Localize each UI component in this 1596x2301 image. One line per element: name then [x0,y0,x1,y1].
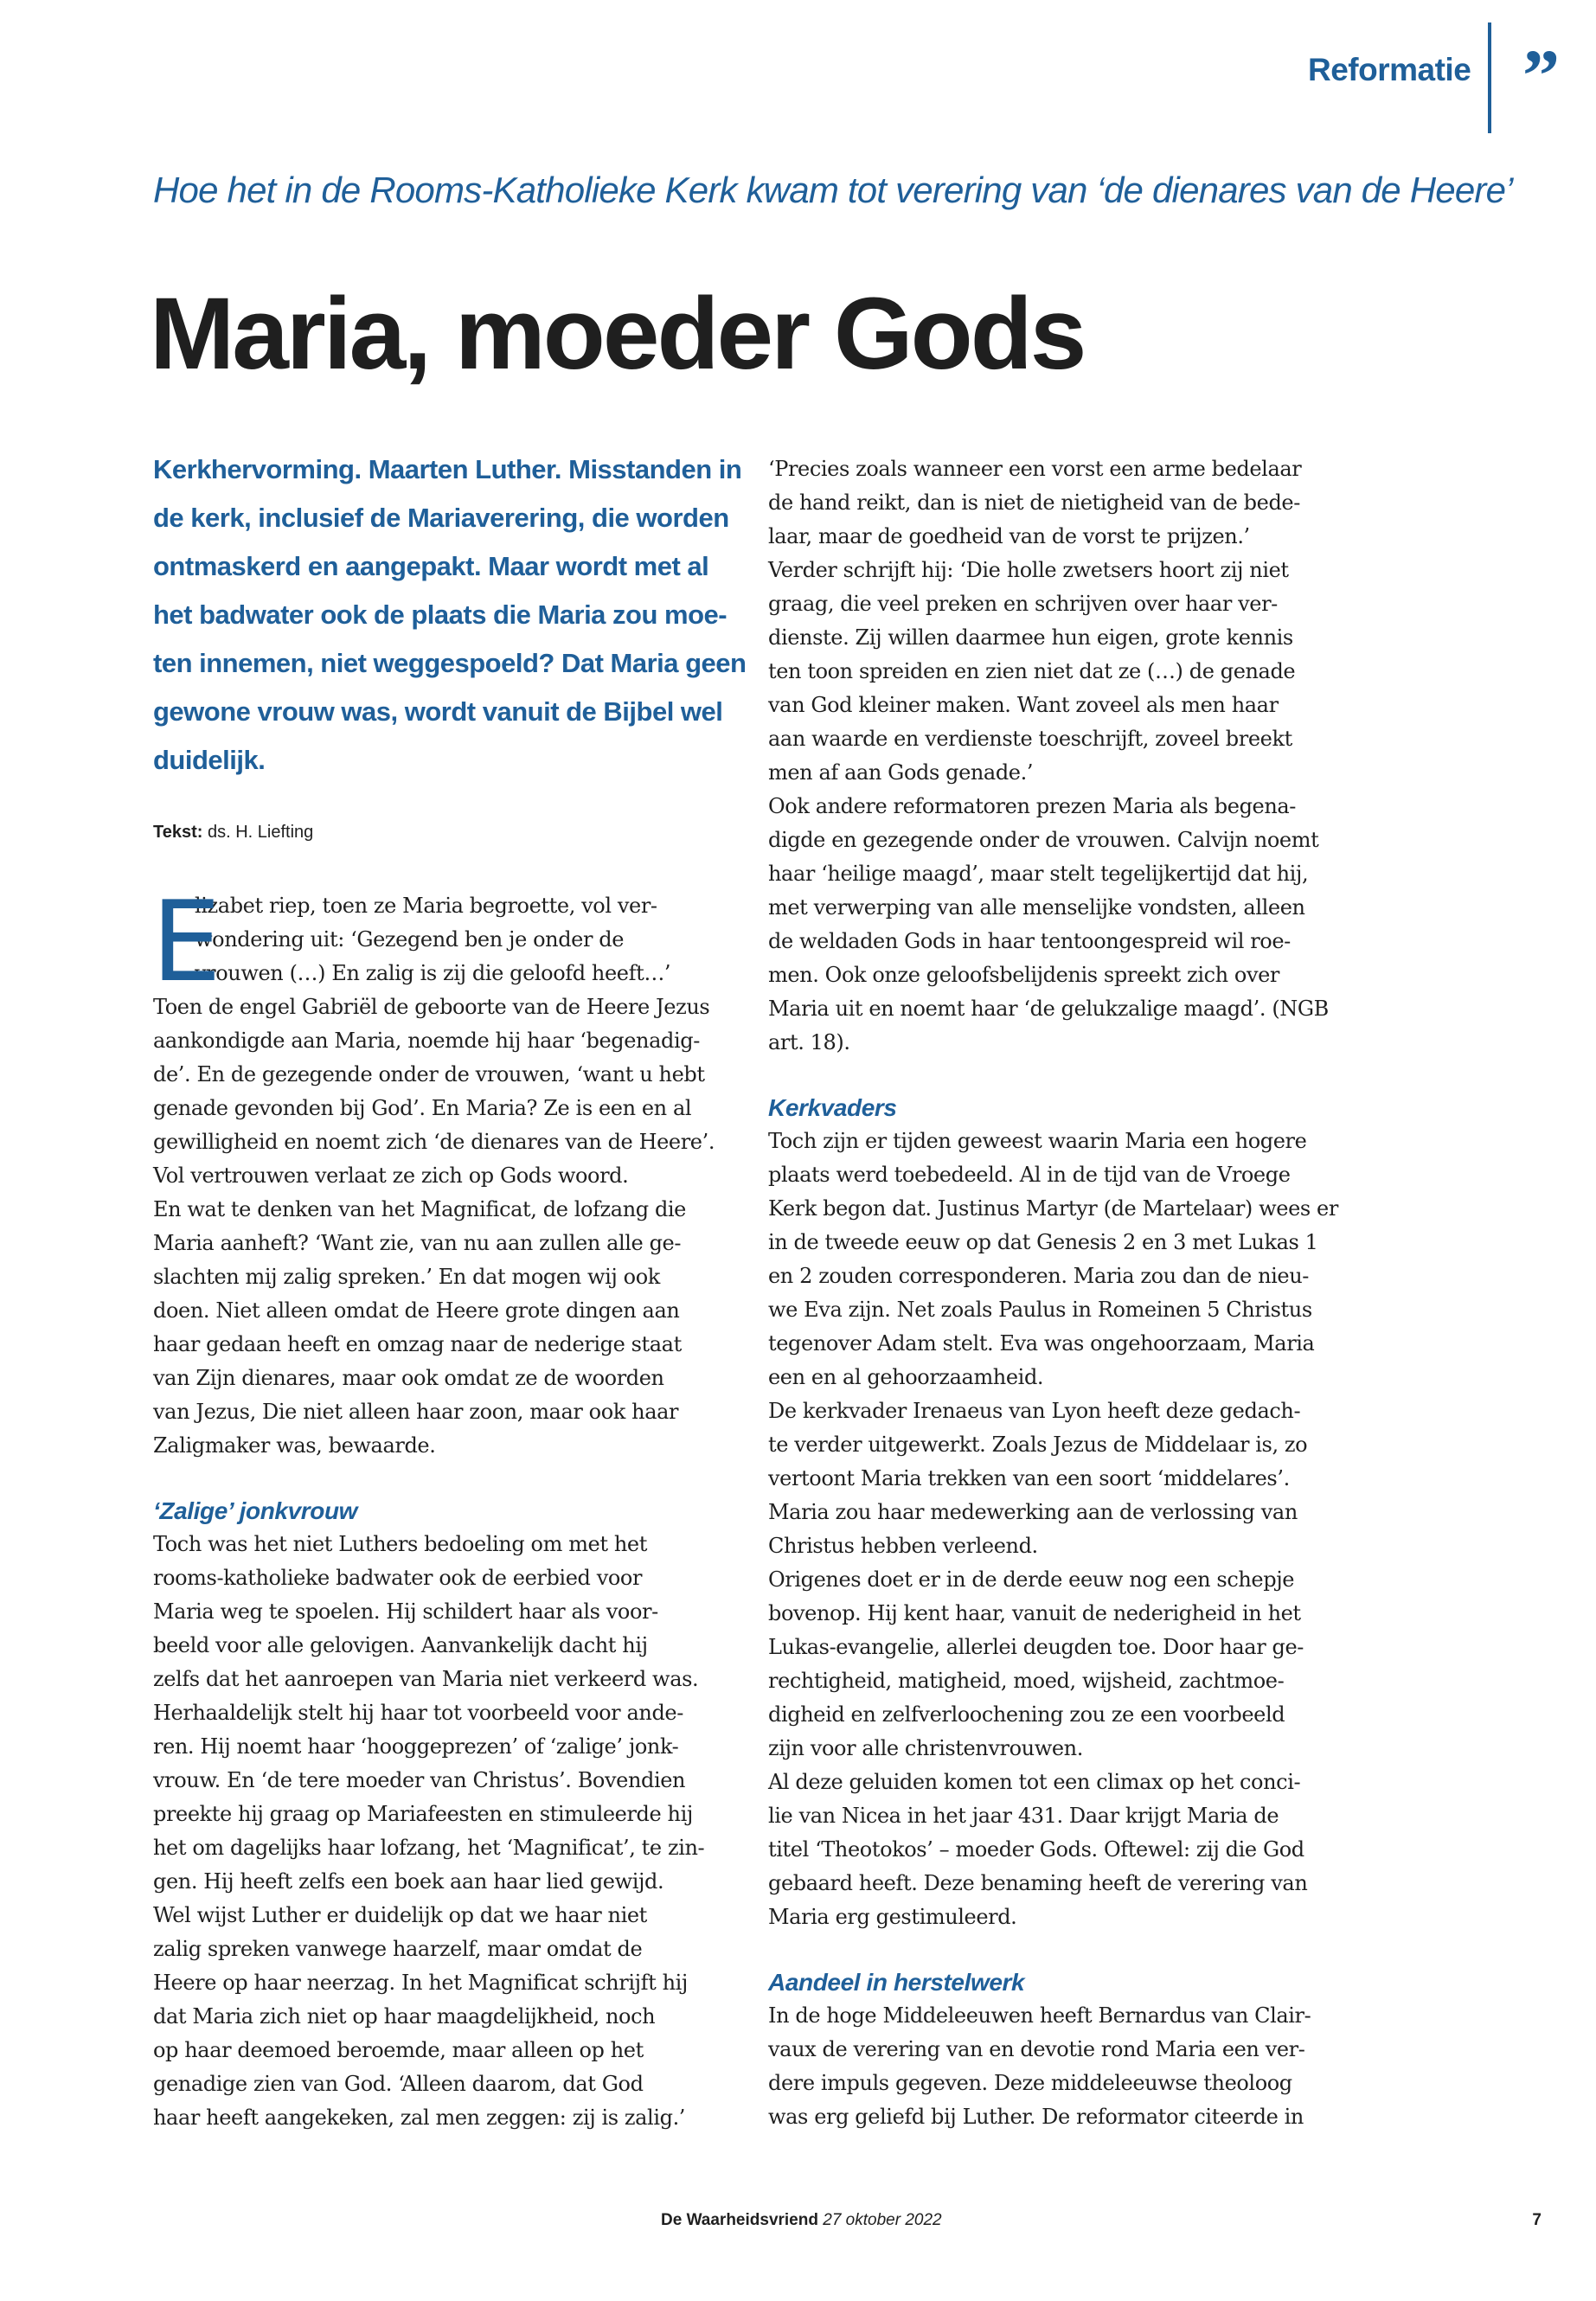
body-line: Ook andere reformatoren prezen Maria als begena- [768,794,1297,818]
body-line: Verder schrijft hij: ‘Die holle zwetsers hoort zij niet [768,558,1289,582]
body-line: was erg geliefd bij Luther. De reformator citeerde in [768,2105,1304,2129]
body-line: en 2 zouden corresponderen. Maria zou dan de nieu- [768,1264,1309,1288]
byline [153,823,715,843]
lead-line: duidelijk. [153,745,266,775]
header-divider [1488,22,1491,133]
section-heading: Aandeel in herstelwerk [768,1969,1025,1996]
byline-author: ds. H. Liefting [207,823,314,842]
body-line: lie van Nicea in het jaar 431. Daar krijgt Maria de [768,1804,1279,1828]
body-line: haar heeft aangekeken, zal men zeggen: zij is zalig.’ [153,2106,686,2130]
article-lead [153,445,747,785]
issue-date: 27 oktober 2022 [823,2211,942,2229]
body-line: wondering uit: ‘Gezegend ben je onder de [195,927,625,952]
body-line: men af aan Gods genade.’ [768,760,1034,785]
body-line: Maria aanheft? ‘Want zie, van nu aan zullen alle ge- [153,1231,682,1255]
body-line: Toen de engel Gabriël de geboorte van de Heere Jezus [153,995,710,1019]
body-line: Origenes doet er in de derde eeuw nog een schepje [768,1567,1295,1592]
body-line: Christus hebben verleend. [768,1534,1038,1558]
body-line: tegenover Adam stelt. Eva was ongehoorzaam, Maria [768,1331,1315,1356]
lead-line: ten innemen, niet weggespoeld? Dat Maria geen [153,648,747,678]
body-line: Maria erg gestimuleerd. [768,1905,1017,1929]
body-line: gen. Hij heeft zelfs een boek aan haar lied gewijd. [153,1869,664,1894]
section-heading: Kerkvaders [768,1094,897,1121]
section-heading: ‘Zalige’ jonkvrouw [153,1497,358,1524]
right-column [768,452,1356,2134]
body-line: doen. Niet alleen omdat de Heere grote dingen aan [153,1298,680,1323]
page-footer [661,2211,1180,2230]
body-line: digde en gezegende onder de vrouwen. Calvijn noemt [768,828,1319,852]
body-line: genade gevonden bij God’. En Maria? Ze is een en al [153,1096,692,1120]
body-line: En wat te denken van het Magnificat, de lofzang die [153,1197,686,1221]
body-line: Al deze geluiden komen tot een climax op het conci- [768,1770,1301,1794]
body-line: dere impuls gegeven. Deze middeleeuwse theoloog [768,2071,1292,2095]
body-line: vrouw. En ‘de tere moeder van Christus’. Bovendien [153,1768,686,1792]
body-line: van Jezus, Die niet alleen haar zoon, maar ook haar [153,1400,679,1424]
body-line: de’. En de gezegende onder de vrouwen, ‘want u hebt [153,1062,705,1086]
body-line: het om dagelijks haar lofzang, het ‘Magnificat’, te zin- [153,1836,705,1860]
body-line: vertoont Maria trekken van een soort ‘middelares’. [768,1466,1290,1490]
body-line: slachten mij zalig spreken.’ En dat mogen wij ook [153,1265,660,1289]
body-line: rechtigheid, matigheid, moed, wijsheid, zachtmoe- [768,1669,1285,1693]
body-line: van God kleiner maken. Want zoveel als men haar [768,693,1279,717]
body-line: graag, die veel preken en schrijven over haar ver- [768,592,1278,616]
body-line: rooms-katholieke badwater ook de eerbied voor [153,1566,643,1590]
body-line: van Zijn dienares, maar ook omdat ze de woorden [153,1366,664,1390]
body-line: titel ‘Theotokos’ – moeder Gods. Oftewel: zij die God [768,1837,1304,1862]
intro-paragraph [151,878,715,1463]
body-line: Herhaaldelijk stelt hij haar tot voorbeeld voor ande- [153,1701,683,1725]
spacer [153,1463,715,1494]
body-line: zalig spreken vanwege haarzelf, maar omdat de [153,1937,643,1961]
byline-label: Tekst: [153,823,203,842]
body-line: Maria weg te spoelen. Hij schildert haar als voor- [153,1599,658,1624]
body-line: lizabet riep, toen ze Maria begroette, vol ver- [195,894,657,918]
lead-line: gewone vrouw was, wordt vanuit de Bijbel wel [153,696,723,727]
lead-line: de kerk, inclusief de Mariaverering, die worden [153,503,729,533]
left-column [151,445,747,2135]
drop-cap: E [151,878,221,1007]
body-line: Toch was het niet Luthers bedoeling om met het [153,1532,647,1556]
section-label: Reformatie [1308,52,1471,87]
body-line: de weldaden Gods in haar tentoongespreid wil roe- [768,929,1291,953]
quote-mark-icon: ” [1522,34,1560,117]
body-line: haar gedaan heeft en omzag naar de nederige staat [153,1332,682,1356]
body-line: plaats werd toebedeeld. Al in de tijd van de Vroege [768,1163,1291,1187]
body-line: met verwerping van alle menselijke vondsten, alleen [768,895,1305,920]
body-line: genadige zien van God. ‘Alleen daarom, dat God [153,2072,644,2096]
section-paragraph [768,1999,1356,2134]
body-line: Kerk begon dat. Justinus Martyr (de Martelaar) wees er [768,1196,1338,1221]
body-line: vaux de verering van en devotie rond Maria een ver- [768,2037,1305,2061]
section-paragraph [768,1125,1356,1934]
page-number: 7 [1532,2211,1542,2229]
lead-line: ontmaskerd en aangepakt. Maar wordt met al [153,551,709,581]
body-line: digheid en zelfverloochening zou ze een voorbeeld [768,1702,1285,1727]
body-line: In de hoge Middeleeuwen heeft Bernardus van Clair- [768,2003,1311,2028]
body-line: op haar deemoed beroemde, maar alleen op het [153,2038,644,2062]
spacer [768,1060,1356,1091]
body-line: art. 18). [768,1030,850,1054]
continued-paragraph [768,452,1356,1060]
body-line: Heere op haar neerzag. In het Magnificat schrijft hij [153,1971,688,1995]
body-line: aan waarde en verdienste toeschrijft, zoveel breekt [768,727,1292,751]
body-line: preekte hij graag op Mariafeesten en stimuleerde hij [153,1802,693,1826]
body-line: gewilligheid en noemt zich ‘de dienares van de Heere’. [153,1130,715,1154]
body-line: Maria zou haar medewerking aan de verlossing van [768,1500,1298,1524]
body-line: ‘Precies zoals wanneer een vorst een arme bedelaar [768,457,1302,481]
body-line: Maria uit en noemt haar ‘de gelukzalige maagd’. (NGB [768,997,1329,1021]
body-line: vrouwen (…) En zalig is zij die geloofd heeft…’ [195,961,671,985]
body-line: in de tweede eeuw op dat Genesis 2 en 3 met Lukas 1 [768,1230,1318,1254]
body-line: zelfs dat het aanroepen van Maria niet verkeerd was. [153,1667,699,1691]
body-line: een en al gehoorzaamheid. [768,1365,1044,1389]
body-line: dat Maria zich niet op haar maagdelijkheid, noch [153,2004,656,2029]
section-paragraph [153,1528,715,2135]
body-line: beeld voor alle gelovigen. Aanvankelijk dacht hij [153,1633,648,1657]
body-line: Vol vertrouwen verlaat ze zich op Gods woord. [153,1163,629,1188]
body-line: gebaard heeft. Deze benaming heeft de verering van [768,1871,1308,1895]
body-line: te verder uitgewerkt. Zoals Jezus de Middelaar is, zo [768,1433,1308,1457]
body-line: zijn voor alle christenvrouwen. [768,1736,1083,1760]
body-line: Lukas-evangelie, allerlei deugden toe. Door haar ge- [768,1635,1304,1659]
body-line: we Eva zijn. Net zoals Paulus in Romeinen 5 Christus [768,1298,1312,1322]
body-line: de hand reikt, dan is niet de nietigheid van de bede- [768,490,1300,515]
body-line: ten toon spreiden en zien niet dat ze (…) de genade [768,659,1296,683]
body-line: ren. Hij noemt haar ‘hooggeprezen’ of ‘zalige’ jonk- [153,1734,679,1759]
body-line: laar, maar de goedheid van de vorst te prijzen.’ [768,524,1250,548]
lead-line: Kerkhervorming. Maarten Luther. Misstanden in [153,454,742,484]
body-line: aankondigde aan Maria, noemde hij haar ‘begenadig- [153,1029,700,1053]
body-line: men. Ook onze geloofsbelijdenis spreekt zich over [768,963,1280,987]
body-line: bovenop. Hij kent haar, vanuit de nederigheid in het [768,1601,1301,1625]
spacer [768,1934,1356,1965]
body-line: Toch zijn er tijden geweest waarin Maria een hogere [768,1129,1307,1153]
lead-line: het badwater ook de plaats die Maria zou moe- [153,599,727,630]
publication-name: De Waarheidsvriend [661,2211,818,2229]
body-line: Zaligmaker was, bewaarde. [153,1433,436,1458]
article-title: Maria, moeder Gods [150,277,1085,391]
body-line: De kerkvader Irenaeus van Lyon heeft deze gedach- [768,1399,1301,1423]
body-line: haar ‘heilige maagd’, maar stelt tegelijkertijd dat hij, [768,862,1309,886]
article-subtitle: Hoe het in de Rooms-Katholieke Kerk kwam tot verering van ‘de dienares van de Heere’ [153,170,1513,210]
body-line: dienste. Zij willen daarmee hun eigen, grote kennis [768,625,1293,650]
body-line: Wel wijst Luther er duidelijk op dat we haar niet [153,1903,647,1927]
